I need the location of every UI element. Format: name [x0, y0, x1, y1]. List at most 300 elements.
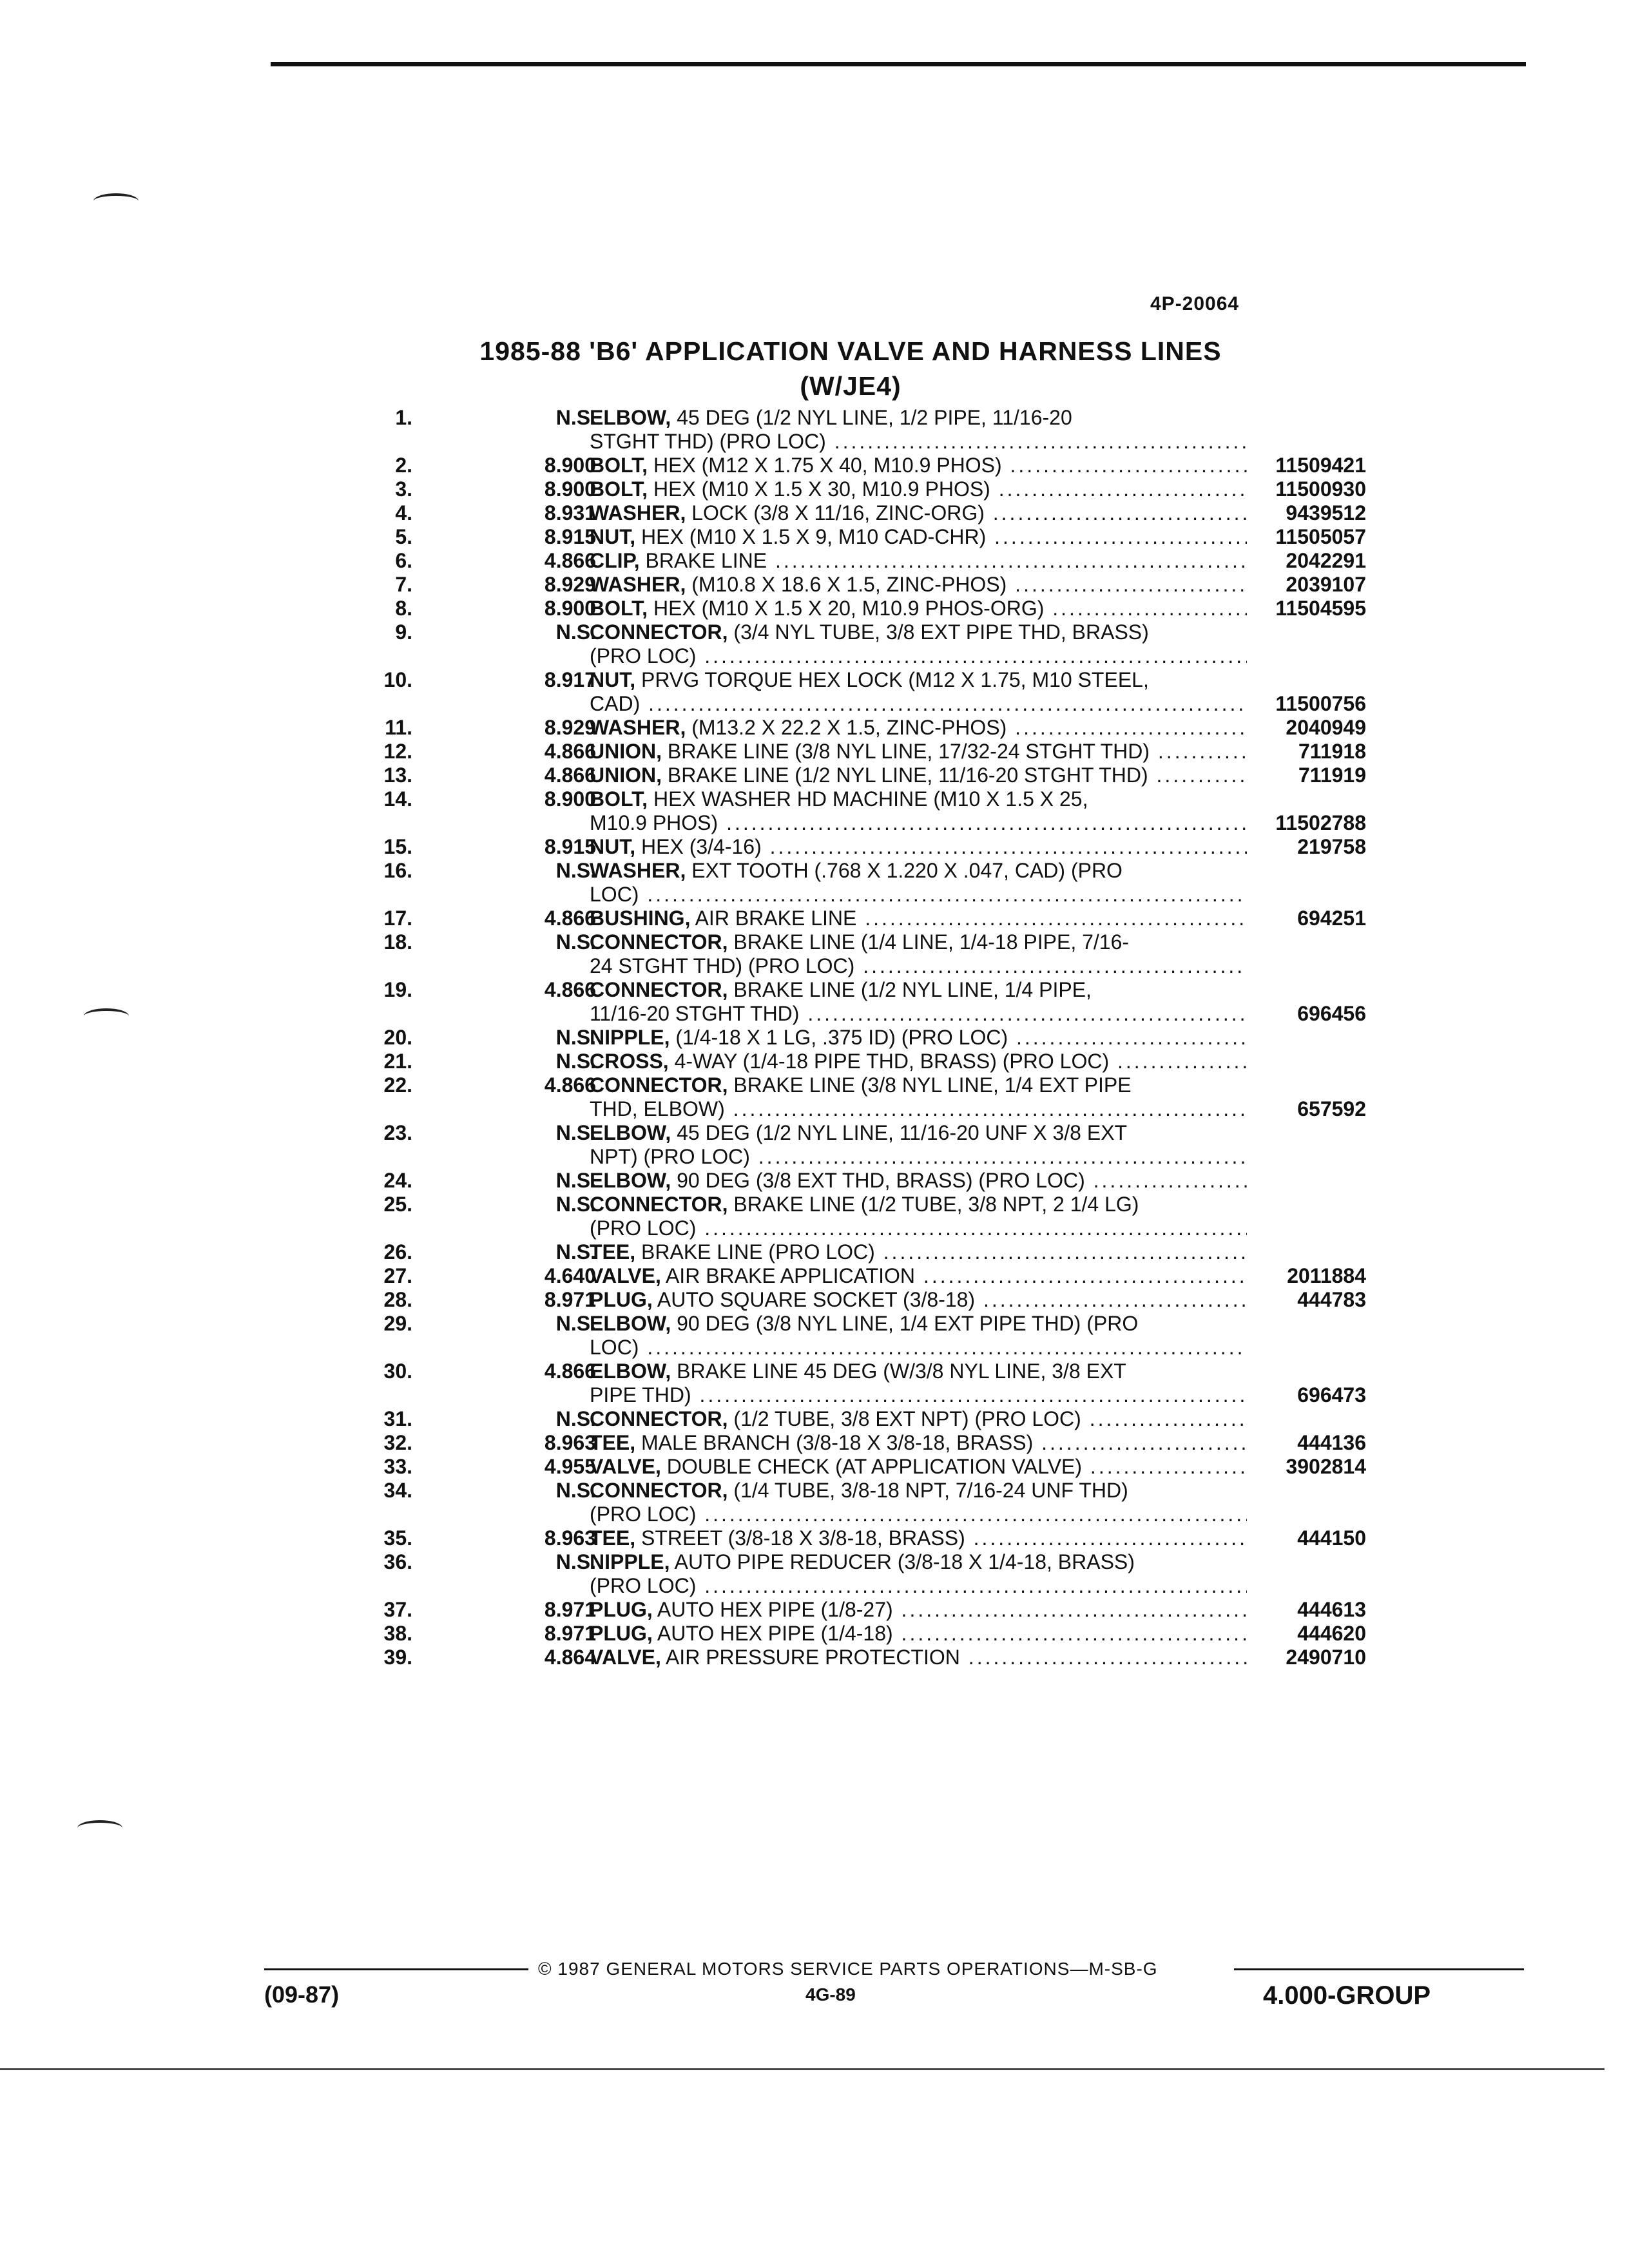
part-name: WASHER, [590, 501, 686, 524]
part-row [361, 907, 1366, 930]
part-row [361, 930, 1366, 954]
part-description-text: HEX (M12 X 1.75 X 40, M10.9 PHOS) [653, 454, 1002, 477]
part-name: NIPPLE, [590, 1026, 670, 1049]
part-description [590, 1574, 1247, 1598]
part-description-text: M10.9 PHOS) [590, 811, 718, 834]
item-number: 12. [383, 740, 412, 763]
group-code: N.S. [555, 1193, 596, 1216]
group-code: 8.900 [544, 787, 596, 811]
part-number: 2490710 [1286, 1646, 1366, 1669]
part-number: 444136 [1297, 1431, 1366, 1454]
part-description [590, 573, 1247, 597]
part-number: 696473 [1297, 1383, 1366, 1407]
part-description [590, 1002, 1247, 1026]
part-row [361, 835, 1366, 859]
part-description-text: DOUBLE CHECK (AT APPLICATION VALVE) [666, 1455, 1083, 1478]
footer-rule-left [264, 1968, 528, 1970]
part-row-continuation [361, 692, 1366, 716]
part-number: 444783 [1297, 1288, 1366, 1311]
part-row-continuation [361, 1574, 1366, 1598]
part-description-text: (PRO LOC) [590, 1503, 697, 1526]
part-row [361, 668, 1366, 692]
part-description [590, 1240, 1247, 1264]
part-description-text: HEX WASHER HD MACHINE (M10 X 1.5 X 25, [653, 787, 1088, 811]
part-description-text: HEX (M10 X 1.5 X 30, M10.9 PHOS) [653, 477, 990, 501]
part-name: TEE, [590, 1526, 636, 1550]
part-description [590, 692, 1247, 716]
part-row [361, 1431, 1366, 1455]
group-code: 8.971 [544, 1598, 596, 1621]
part-description [590, 740, 1247, 764]
item-number: 23. [383, 1121, 412, 1144]
part-description-text: AIR PRESSURE PROTECTION [665, 1646, 960, 1669]
part-row [361, 740, 1366, 764]
part-name: CONNECTOR, [590, 1073, 728, 1097]
item-number: 22. [383, 1073, 412, 1097]
part-description [590, 1622, 1247, 1646]
part-row-continuation [361, 954, 1366, 978]
part-row [361, 787, 1366, 811]
part-name: ELBOW, [590, 406, 671, 429]
group-code: N.S. [555, 1479, 596, 1502]
part-description-text: EXT TOOTH (.768 X 1.220 X .047, CAD) (PRO [691, 859, 1123, 882]
footer-rule-right [1234, 1968, 1524, 1970]
part-description-text: AIR BRAKE LINE [695, 907, 857, 930]
part-row [361, 1360, 1366, 1383]
part-description-text: NPT) (PRO LOC) [590, 1145, 750, 1168]
part-description-text: BRAKE LINE (PRO LOC) [641, 1240, 875, 1264]
part-description [590, 1407, 1247, 1431]
part-name: VALVE, [590, 1455, 661, 1478]
part-description [590, 1026, 1247, 1050]
part-name: NUT, [590, 525, 636, 548]
item-number: 7. [395, 573, 412, 596]
item-number: 38. [383, 1622, 412, 1645]
group-code: N.S. [555, 1312, 596, 1335]
part-name: BOLT, [590, 787, 648, 811]
part-description [590, 1145, 1247, 1169]
part-row-continuation [361, 1336, 1366, 1360]
item-number: 27. [383, 1264, 412, 1287]
part-description-text: CAD) [590, 692, 641, 715]
group-code: 8.971 [544, 1288, 596, 1311]
part-description [590, 811, 1247, 835]
part-description-text: AUTO PIPE REDUCER (3/8-18 X 1/4-18, BRASS) [674, 1550, 1135, 1573]
group-code: 4.866 [544, 740, 596, 763]
part-description [590, 883, 1247, 907]
item-number: 2. [395, 454, 412, 477]
part-row [361, 406, 1366, 430]
part-description-text: THD, ELBOW) [590, 1097, 725, 1120]
part-name: CONNECTOR, [590, 620, 728, 644]
part-number: 3902814 [1286, 1455, 1366, 1478]
part-description [590, 430, 1247, 454]
item-number: 17. [383, 907, 412, 930]
part-row [361, 859, 1366, 883]
group-code: N.S. [555, 1550, 596, 1573]
group-code: 8.917 [544, 668, 596, 691]
part-name: CLIP, [590, 549, 640, 572]
group-code: 4.866 [544, 764, 596, 787]
part-description-text: (PRO LOC) [590, 1574, 697, 1597]
part-description [590, 1479, 1247, 1503]
part-description [590, 1073, 1247, 1097]
part-number: 9439512 [1286, 501, 1366, 524]
part-description-text: 4-WAY (1/4-18 PIPE THD, BRASS) (PRO LOC) [674, 1050, 1110, 1073]
part-description [590, 1455, 1247, 1479]
part-description [590, 1216, 1247, 1240]
copyright-notice: © 1987 GENERAL MOTORS SERVICE PARTS OPERATIONS—M-SB-G [538, 1959, 1158, 1979]
part-number: 219758 [1297, 835, 1366, 858]
item-number: 33. [383, 1455, 412, 1478]
item-number: 10. [383, 668, 412, 691]
part-description [590, 1503, 1247, 1526]
part-description [590, 406, 1247, 430]
part-name: WASHER, [590, 716, 686, 739]
part-row [361, 716, 1366, 740]
group-code: N.S. [555, 859, 596, 882]
part-name: VALVE, [590, 1646, 661, 1669]
item-number: 16. [383, 859, 412, 882]
group-code: 4.866 [544, 549, 596, 572]
part-name: BOLT, [590, 597, 648, 620]
margin-mark [93, 193, 139, 209]
part-row [361, 1264, 1366, 1288]
part-row [361, 1169, 1366, 1193]
margin-mark [84, 1008, 129, 1024]
item-number: 28. [383, 1288, 412, 1311]
part-description [590, 1097, 1247, 1121]
part-row [361, 978, 1366, 1002]
item-number: 29. [383, 1312, 412, 1335]
part-name: CONNECTOR, [590, 1479, 728, 1502]
group-code: N.S. [555, 1407, 596, 1430]
part-row [361, 1026, 1366, 1050]
part-description [590, 1360, 1247, 1383]
group-code: 4.866 [544, 1360, 596, 1383]
group-code: 8.929 [544, 716, 596, 739]
part-name: NIPPLE, [590, 1550, 670, 1573]
part-description-text: PRVG TORQUE HEX LOCK (M12 X 1.75, M10 STEEL, [641, 668, 1149, 691]
part-description-text: LOC) [590, 1336, 639, 1359]
part-number: 2039107 [1286, 573, 1366, 596]
part-description-text: BRAKE LINE (1/2 TUBE, 3/8 NPT, 2 1/4 LG) [733, 1193, 1139, 1216]
group-code: N.S. [555, 1026, 596, 1049]
part-row [361, 1121, 1366, 1145]
part-number: 694251 [1297, 907, 1366, 930]
part-name: CONNECTOR, [590, 1407, 728, 1430]
part-description [590, 716, 1247, 740]
group-code: 4.864 [544, 1646, 596, 1669]
part-name: WASHER, [590, 859, 686, 882]
part-description [590, 1431, 1247, 1455]
part-description-text: HEX (M10 X 1.5 X 20, M10.9 PHOS-ORG) [653, 597, 1045, 620]
part-number: 711919 [1298, 764, 1366, 787]
part-description [590, 954, 1247, 978]
part-number: 2040949 [1286, 716, 1366, 739]
part-row [361, 1050, 1366, 1073]
part-number: 2042291 [1286, 549, 1366, 572]
group-code: 8.915 [544, 835, 596, 858]
group-code: N.S. [555, 1050, 596, 1073]
part-row [361, 1479, 1366, 1503]
part-description [590, 1193, 1247, 1216]
top-rule [271, 62, 1526, 66]
part-description [590, 1288, 1247, 1312]
part-name: NUT, [590, 668, 636, 691]
item-number: 39. [383, 1646, 412, 1669]
part-description-text: LOC) [590, 883, 639, 906]
part-row-continuation [361, 1503, 1366, 1526]
part-description [590, 668, 1247, 692]
part-description [590, 1383, 1247, 1407]
group-code: 8.971 [544, 1622, 596, 1645]
part-description [590, 859, 1247, 883]
part-number: 444620 [1297, 1622, 1366, 1645]
item-number: 3. [395, 477, 412, 501]
part-row-continuation [361, 883, 1366, 907]
part-name: CONNECTOR, [590, 930, 728, 954]
part-name: PLUG, [590, 1598, 653, 1621]
part-name: PLUG, [590, 1622, 653, 1645]
part-row-continuation [361, 644, 1366, 668]
part-description-text: 45 DEG (1/2 NYL LINE, 11/16-20 UNF X 3/8 EXT [677, 1121, 1128, 1144]
part-description-text: BRAKE LINE (1/2 NYL LINE, 1/4 PIPE, [733, 978, 1092, 1001]
part-description [590, 597, 1247, 620]
date-code: (09-87) [264, 1981, 340, 2008]
part-row [361, 1598, 1366, 1622]
part-description [590, 1336, 1247, 1360]
part-name: BUSHING, [590, 907, 691, 930]
part-row [361, 1550, 1366, 1574]
item-number: 13. [383, 764, 412, 787]
part-description-text: STGHT THD) (PRO LOC) [590, 430, 826, 453]
part-name: ELBOW, [590, 1169, 671, 1192]
part-row [361, 1288, 1366, 1312]
part-row [361, 1312, 1366, 1336]
part-row [361, 477, 1366, 501]
part-description-text: (1/4 TUBE, 3/8-18 NPT, 7/16-24 UNF THD) [733, 1479, 1128, 1502]
part-name: CONNECTOR, [590, 978, 728, 1001]
part-description [590, 978, 1247, 1002]
part-description-text: (M10.8 X 18.6 X 1.5, ZINC-PHOS) [691, 573, 1007, 596]
part-description-text: STREET (3/8-18 X 3/8-18, BRASS) [641, 1526, 965, 1550]
part-name: BOLT, [590, 477, 648, 501]
margin-mark [77, 1820, 122, 1836]
part-row-continuation [361, 1097, 1366, 1121]
part-description-text: (1/2 TUBE, 3/8 EXT NPT) (PRO LOC) [733, 1407, 1081, 1430]
group-code: N.S. [555, 1240, 596, 1264]
part-name: CROSS, [590, 1050, 669, 1073]
part-description [590, 1550, 1247, 1574]
part-description-text: 24 STGHT THD) (PRO LOC) [590, 954, 855, 977]
group-code: 4.955 [544, 1455, 596, 1478]
part-description [590, 1050, 1247, 1073]
part-row [361, 1073, 1366, 1097]
part-name: CONNECTOR, [590, 1193, 728, 1216]
page-subtitle: (W/JE4) [800, 371, 901, 401]
part-description [590, 835, 1247, 859]
part-description-text: (1/4-18 X 1 LG, .375 ID) (PRO LOC) [675, 1026, 1008, 1049]
item-number: 36. [383, 1550, 412, 1573]
part-description-text: 90 DEG (3/8 NYL LINE, 1/4 EXT PIPE THD) (PRO [677, 1312, 1139, 1335]
part-description [590, 454, 1247, 477]
part-number: 11509421 [1275, 454, 1366, 477]
part-number: 11502788 [1275, 811, 1366, 834]
part-name: ELBOW, [590, 1360, 671, 1383]
group-code: 8.929 [544, 573, 596, 596]
group-code: N.S. [555, 620, 596, 644]
page-title: 1985-88 'B6' APPLICATION VALVE AND HARNESS LINES [479, 336, 1222, 366]
part-description [590, 1169, 1247, 1193]
item-number: 26. [383, 1240, 412, 1264]
part-description-text: 11/16-20 STGHT THD) [590, 1002, 800, 1025]
part-description-text: AUTO SQUARE SOCKET (3/8-18) [657, 1288, 976, 1311]
item-number: 18. [383, 930, 412, 954]
parts-list [361, 406, 1366, 1669]
part-number: 11504595 [1275, 597, 1366, 620]
part-name: WASHER, [590, 573, 686, 596]
part-description-text: AUTO HEX PIPE (1/8-27) [657, 1598, 893, 1621]
part-description-text: PIPE THD) [590, 1383, 691, 1407]
part-description [590, 1526, 1247, 1550]
part-description [590, 1121, 1247, 1145]
item-number: 20. [383, 1026, 412, 1049]
part-number: 11500930 [1275, 477, 1366, 501]
group-code: 8.963 [544, 1526, 596, 1550]
item-number: 35. [383, 1526, 412, 1550]
part-number: 696456 [1297, 1002, 1366, 1025]
part-row [361, 1407, 1366, 1431]
part-description-text: BRAKE LINE 45 DEG (W/3/8 NYL LINE, 3/8 EXT [677, 1360, 1126, 1383]
group-code: N.S. [555, 1169, 596, 1192]
item-number: 25. [383, 1193, 412, 1216]
group-code: 4.866 [544, 907, 596, 930]
part-description [590, 477, 1247, 501]
part-description [590, 644, 1247, 668]
bottom-rule [0, 2068, 1605, 2070]
part-description-text: AIR BRAKE APPLICATION [665, 1264, 916, 1287]
part-name: UNION, [590, 764, 662, 787]
part-number: 657592 [1297, 1097, 1366, 1120]
item-number: 9. [395, 620, 412, 644]
part-row-continuation [361, 811, 1366, 835]
item-number: 15. [383, 835, 412, 858]
group-code: N.S. [555, 930, 596, 954]
part-description-text: BRAKE LINE (1/2 NYL LINE, 11/16-20 STGHT THD) [667, 764, 1148, 787]
part-name: TEE, [590, 1431, 636, 1454]
group-code: 8.931 [544, 501, 596, 524]
item-number: 31. [383, 1407, 412, 1430]
part-number: 2011884 [1287, 1264, 1366, 1287]
part-row [361, 525, 1366, 549]
group-code: 4.640 [544, 1264, 596, 1287]
part-row [361, 597, 1366, 620]
page-number: 4G-89 [805, 1984, 856, 2004]
item-number: 34. [383, 1479, 412, 1502]
part-name: TEE, [590, 1240, 636, 1264]
part-description-text: 90 DEG (3/8 EXT THD, BRASS) (PRO LOC) [677, 1169, 1085, 1192]
group-code: 8.900 [544, 477, 596, 501]
item-number: 5. [395, 525, 412, 548]
part-row [361, 501, 1366, 525]
part-row-continuation [361, 1216, 1366, 1240]
part-description [590, 1264, 1247, 1288]
group-code: 8.900 [544, 454, 596, 477]
part-number: 11505057 [1275, 525, 1366, 548]
part-name: ELBOW, [590, 1312, 671, 1335]
item-number: 24. [383, 1169, 412, 1192]
part-row [361, 1646, 1366, 1669]
part-number: 11500756 [1275, 692, 1366, 715]
item-number: 1. [395, 406, 412, 429]
part-description-text: (PRO LOC) [590, 644, 697, 668]
part-description [590, 1312, 1247, 1336]
group-number: 4.000-GROUP [1263, 1981, 1431, 2010]
group-code: 8.915 [544, 525, 596, 548]
part-description-text: (3/4 NYL TUBE, 3/8 EXT PIPE THD, BRASS) [733, 620, 1149, 644]
part-row [361, 454, 1366, 477]
part-description-text: (PRO LOC) [590, 1216, 697, 1240]
part-name: ELBOW, [590, 1121, 671, 1144]
part-description [590, 787, 1247, 811]
part-row [361, 573, 1366, 597]
part-row-continuation [361, 1145, 1366, 1169]
part-description [590, 764, 1247, 787]
part-description-text: AUTO HEX PIPE (1/4-18) [657, 1622, 893, 1645]
group-code: N.S. [555, 406, 596, 429]
part-description [590, 907, 1247, 930]
part-name: VALVE, [590, 1264, 661, 1287]
part-number: 711918 [1298, 740, 1366, 763]
part-row [361, 549, 1366, 573]
item-number: 6. [395, 549, 412, 572]
part-description [590, 501, 1247, 525]
item-number: 37. [383, 1598, 412, 1621]
part-number: 444613 [1297, 1598, 1366, 1621]
item-number: 8. [395, 597, 412, 620]
part-name: NUT, [590, 835, 636, 858]
group-code: N.S. [555, 1121, 596, 1144]
part-row [361, 1526, 1366, 1550]
part-row [361, 1193, 1366, 1216]
item-number: 4. [395, 501, 412, 524]
part-number: 444150 [1297, 1526, 1366, 1550]
part-description [590, 1646, 1247, 1669]
item-number: 21. [383, 1050, 412, 1073]
part-description [590, 620, 1247, 644]
part-description-text: BRAKE LINE (1/4 LINE, 1/4-18 PIPE, 7/16- [733, 930, 1130, 954]
part-description-text: MALE BRANCH (3/8-18 X 3/8-18, BRASS) [641, 1431, 1034, 1454]
part-description-text: LOCK (3/8 X 11/16, ZINC-ORG) [691, 501, 985, 524]
part-description-text: HEX (3/4-16) [641, 835, 762, 858]
part-row-continuation [361, 1383, 1366, 1407]
part-description [590, 549, 1247, 573]
part-description-text: BRAKE LINE [645, 549, 767, 572]
group-code: 8.900 [544, 597, 596, 620]
part-row [361, 1622, 1366, 1646]
item-number: 19. [383, 978, 412, 1001]
part-row [361, 620, 1366, 644]
document-number: 4P-20064 [1150, 293, 1240, 314]
part-description [590, 930, 1247, 954]
part-name: PLUG, [590, 1288, 653, 1311]
item-number: 11. [385, 716, 412, 739]
part-description [590, 525, 1247, 549]
group-code: 4.866 [544, 1073, 596, 1097]
part-description-text: HEX (M10 X 1.5 X 9, M10 CAD-CHR) [641, 525, 987, 548]
part-description-text: BRAKE LINE (3/8 NYL LINE, 17/32-24 STGHT THD) [667, 740, 1150, 763]
